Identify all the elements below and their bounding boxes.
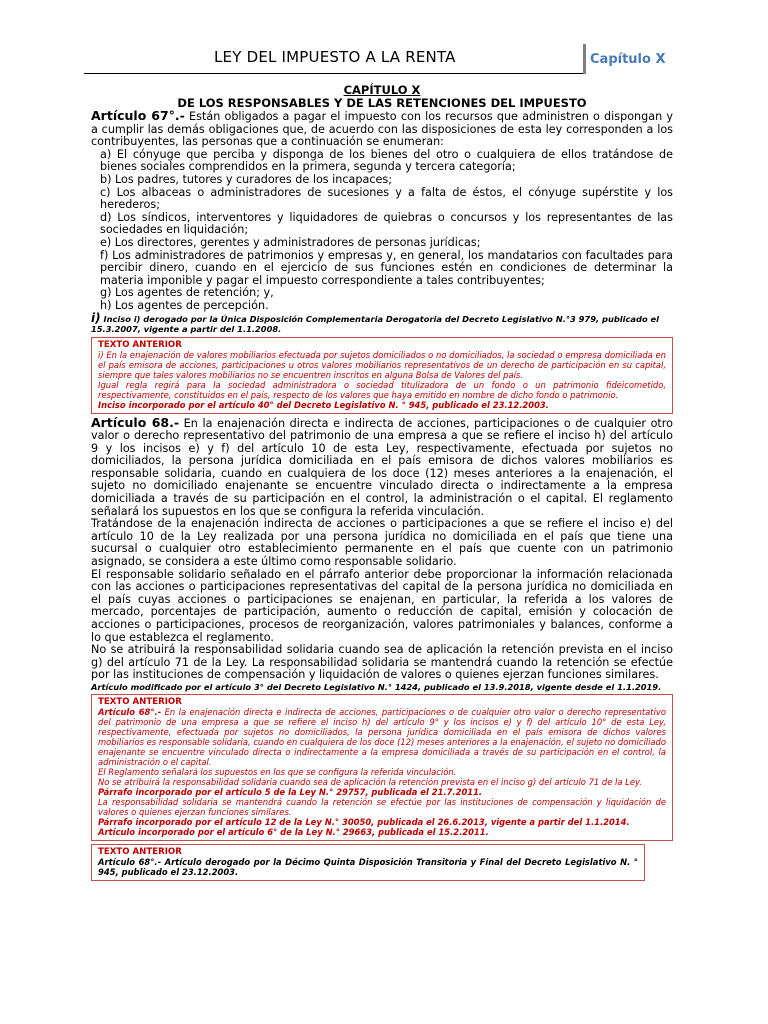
box-source-note: Artículo incorporado por el artículo 6° de la Ley N.° 29663, publicada el 15.2.2011.	[98, 826, 489, 837]
article-68-p1-text: En la enajenación directa e indirecta de acciones, participaciones o de cualquier otro valor o derecho representativo del patrimonio de una empresa a que se refiere el inciso h) del artículo 9 y los incisos e) y f) del artículo 10 de esta Ley, respectivamente, efectuada por sujetos no domiciliados, la persona jurídica domiciliada en el país emisora de dichos valores mobiliarios es responsable solidaria, cuando en cualquiera de los doce (12) meses anteriores a la enajenación, el sujeto no domiciliado enajenante se encuentre vinculado directa o indirectamente a la empresa domiciliada a través de su participación en el control, la administración o el capital. El reglamento señalará los supuestos en los que se configura la referida vinculación.	[91, 416, 673, 518]
article-67-item-g: g) Los agentes de retención; y,	[100, 286, 274, 300]
article-67-item-c: c) Los albaceas o administradores de sucesiones y a falta de éstos, el cónyuge supérstite y los herederos;	[100, 185, 673, 212]
header-chapter-label: Capítulo X	[590, 52, 666, 67]
box-title: TEXTO ANTERIOR	[98, 339, 182, 350]
previous-text-box-article-68-repealed	[91, 844, 645, 881]
header-rule	[84, 73, 584, 74]
box-source-note: Párrafo incorporado por el artículo 12 de la Ley N.° 30050, publicada el 26.6.2013, vigente a partir del 1.1.2014.	[98, 816, 630, 827]
box-paragraph: No se atribuirá la responsabilidad solidaria cuando sea de aplicación la retención prevista en el inciso g) del artículo 71 de la Ley.	[98, 776, 642, 787]
box-paragraph: Artículo 68°.- Artículo derogado por la Décimo Quinta Disposición Transitoria y Final del Decreto Legislativo N. ° 945, publicado el 23.12.2003.	[98, 856, 638, 877]
box-title: TEXTO ANTERIOR	[98, 696, 182, 707]
box-paragraph: i) En la enajenación de valores mobiliarios efectuada por sujetos domiciliados o no domiciliados, la sociedad o empresa domiciliada en el país emisora de acciones, participaciones u otros valores mobiliarios representativos de un derecho de participación en su capital, siempre que tales valores mobiliarios no se encuentren inscritos en alguna Bolsa de Valores del país.	[98, 349, 666, 380]
article-67-item-h: h) Los agentes de percepción.	[100, 298, 269, 312]
box-paragraph: La responsabilidad solidaria se mantendrá cuando la retención se efectúe por las instituciones de compensación y liquidación de valores o quienes ejerzan funciones similares.	[98, 796, 666, 817]
article-67-note	[91, 310, 673, 334]
article-68-note: Artículo modificado por el artículo 3° del Decreto Legislativo N.° 1424, publicado el 13.9.2018, vigente desde el 1.1.2019.	[91, 681, 662, 692]
article-67-item-f: f) Los administradores de patrimonios y empresas y, en general, los mandatarios con facultades para percibir dinero, cuando en el ejercicio de sus funciones estén en condiciones de determinar la materia imponible y pagar el impuesto correspondiente a tales contribuyentes;	[100, 248, 673, 287]
chapter-title: CAPÍTULO X	[343, 83, 421, 97]
note-letter: i)	[91, 310, 101, 325]
header-divider	[583, 44, 586, 74]
box-paragraph: El Reglamento señalará los supuestos en los que se configura la referida vinculación.	[98, 766, 457, 777]
page-content	[91, 84, 673, 884]
article-68-heading: Artículo 68.-	[91, 414, 180, 430]
box-lead: Artículo 68°.-	[98, 706, 162, 717]
article-68-p1	[91, 414, 673, 519]
article-67-intro	[91, 110, 673, 149]
article-67-item-b: b) Los padres, tutores y curadores de los incapaces;	[100, 172, 392, 186]
note-text: Inciso i) derogado por la Única Disposición Complementaria Derogatoria del Decreto Legislativo N.°3 979, publicado el 15.3.2007, vigente a partir del 1.1.2008.	[91, 313, 660, 334]
article-68-p2: Tratándose de la enajenación indirecta de acciones o participaciones a que se refiere el inciso e) del artículo 10 de la Ley realizada por una persona jurídica no domiciliada en el país que tiene una sucursal o cualquier otro establecimiento permanente en el país que cuente con un patrimonio asignado, se considera a este último como responsable solidario.	[91, 517, 673, 569]
article-68-p3: El responsable solidario señalado en el párrafo anterior debe proporcionar la información relacionada con las acciones o participaciones representativas del capital de la persona jurídica no domiciliada en el país cuyas acciones o participaciones se enajenan, en particular, la referida a los valores de mercado, porcentajes de participación, aumento o reducción de capital, emisión y colocación de acciones o participaciones, procesos de reorganización, valores patrimoniales y balances, conforme a lo que establezca el reglamento.	[91, 567, 673, 644]
article-67-intro-text: Están obligados a pagar el impuesto con los recursos que administren o dispongan y a cumplir las demás obligaciones que, de acuerdo con las disposiciones de esta ley corresponden a los contribuyentes, las personas que a continuación se enumeran:	[91, 110, 673, 149]
article-67-item-e: e) Los directores, gerentes y administradores de personas jurídicas;	[100, 235, 481, 249]
chapter-subtitle: DE LOS RESPONSABLES Y DE LAS RETENCIONES DEL IMPUESTO	[177, 96, 587, 110]
box-source-note: Inciso incorporado por el artículo 40° del Decreto Legislativo N. ° 945, publicado el 23.12.2003.	[98, 399, 549, 410]
article-67-heading: Artículo 67°.-	[91, 108, 185, 123]
article-67-item-a: a) El cónyuge que perciba y disponga de los bienes del otro o cualquiera de ellos tratándose de bienes sociales comprendidos en la primera, segunda y tercera categoría;	[100, 147, 673, 174]
document-header-title: LEY DEL IMPUESTO A LA RENTA	[214, 48, 456, 66]
box-source-note: Párrafo incorporado por el artículo 5 de la Ley N.° 29757, publicada el 21.7.2011.	[98, 786, 483, 797]
box-paragraph	[98, 707, 666, 767]
article-67-item-d: d) Los síndicos, interventores y liquidadores de quiebras o concursos y los representantes de las sociedades en liquidación;	[100, 210, 673, 237]
article-68-p4: No se atribuirá la responsabilidad solidaria cuando sea de aplicación la retención prevista en el inciso g) del artículo 71 de la Ley. La responsabilidad solidaria se mantendrá cuando la retención se efectúe por las instituciones de compensación y liquidación de valores o quienes ejerzan funciones similares.	[91, 643, 673, 682]
previous-text-box-article-68	[91, 694, 673, 841]
box-paragraph: Igual regla regirá para la sociedad administradora o sociedad titulizadora de un fondo o un patrimonio fideicometido, respectivamente, constituidos en el país, respecto de los valores que haya emitido en nombre de dicho fondo o patrimonio.	[98, 379, 666, 400]
previous-text-box-article-67	[91, 337, 673, 414]
box-title: TEXTO ANTERIOR	[98, 846, 182, 857]
box-lead-text: En la enajenación directa e indirecta de acciones, participaciones o de cualquier otro valor o derecho representativo del patrimonio de una empresa a que se refiere el inciso h) del artículo 9° y los incisos e) y f) del artículo 10° de esta Ley, respectivamente, efectuada por sujetos no domiciliados, la persona jurídica domiciliada en el país emisora de dichos valores mobiliarios es responsable solidaria, cuando en cualquiera de los doce (12) meses anteriores a la enajenación, el sujeto no domiciliado enajenante se encuentre vinculado directa o indirectamente a la empresa domiciliada a través de su participación en el control, la administración o el capital.	[98, 706, 667, 767]
